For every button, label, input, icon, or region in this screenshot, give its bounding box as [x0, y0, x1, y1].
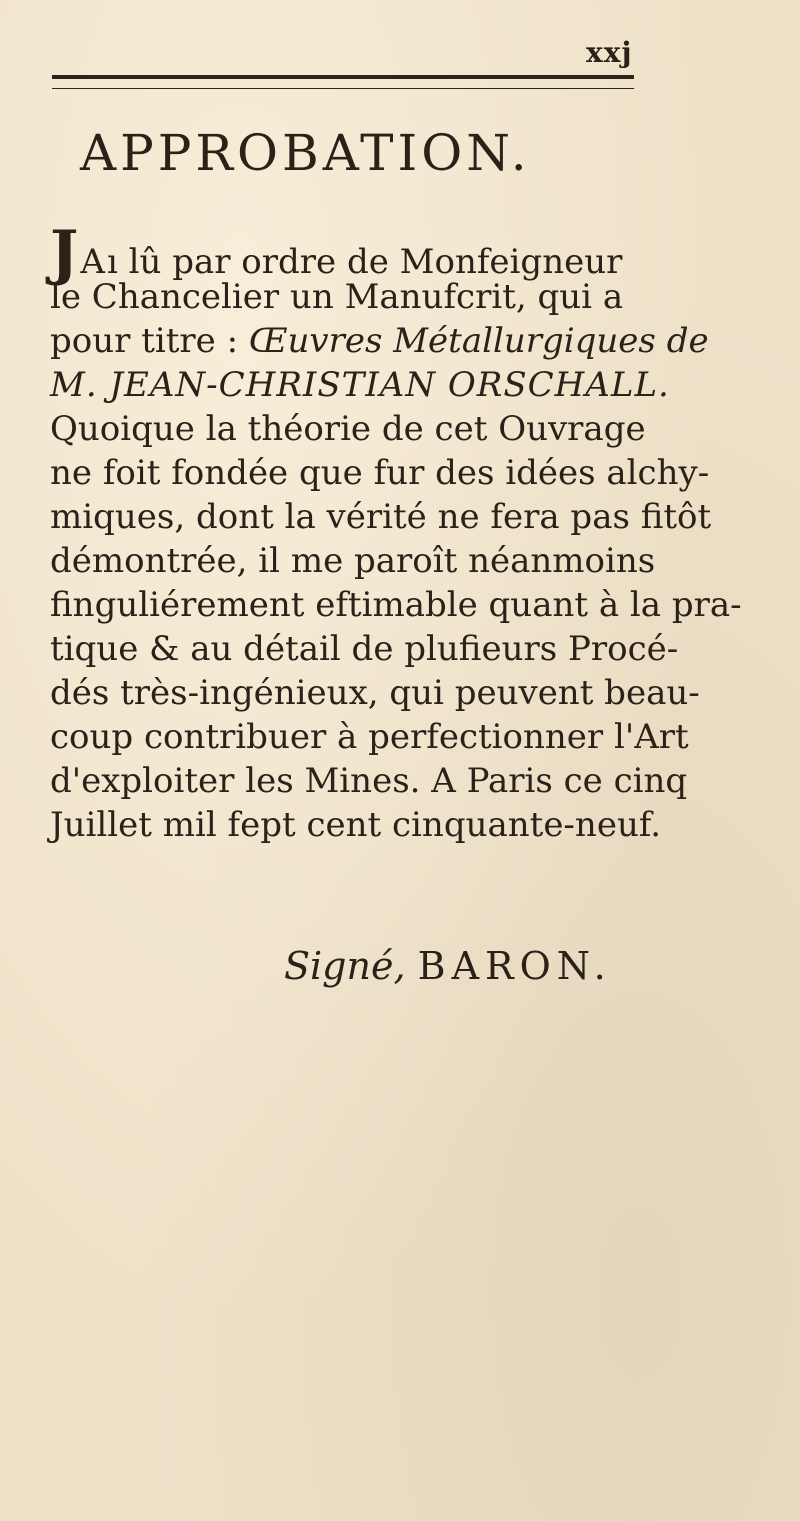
text-line: coup contribuer à perfectionner l'Art: [50, 717, 689, 757]
text-line: d'exploiter les Mines. A Paris ce cinq: [50, 761, 688, 801]
page-number: xxj: [586, 36, 633, 69]
header-rule: [52, 75, 634, 89]
text-line: JAı lû par ordre de Monfeigneur: [50, 218, 623, 288]
text-line: Quoique la théorie de cet Ouvrage: [50, 409, 646, 449]
text-line: le Chancelier un Manufcrit, qui a: [50, 277, 624, 317]
text-line: ne foit fondée que fur des idées alchy-: [50, 453, 710, 493]
text-line: pour titre : Œuvres Métallurgiques de: [50, 321, 709, 361]
drop-cap: J: [50, 218, 79, 288]
text-line: finguliérement eftimable quant à la pra-: [50, 585, 742, 625]
signatory-name: BARON.: [417, 944, 612, 988]
signature-line: [284, 944, 612, 988]
text-line: dés très-ingénieux, qui peuvent beau-: [50, 673, 700, 713]
text-line: démontrée, il me paroît néanmoins: [50, 541, 656, 581]
text-line: tique & au détail de plufieurs Procé-: [50, 629, 679, 669]
page-title: APPROBATION.: [80, 124, 531, 182]
text-line: miques, dont la vérité ne fera pas fitôt: [50, 497, 712, 537]
text-line: Juillet mil fept cent cinquante-neuf.: [50, 805, 662, 845]
text-line: M. JEAN-CHRISTIAN ORSCHALL.: [50, 365, 670, 405]
signature-prefix: Signé,: [284, 944, 406, 988]
